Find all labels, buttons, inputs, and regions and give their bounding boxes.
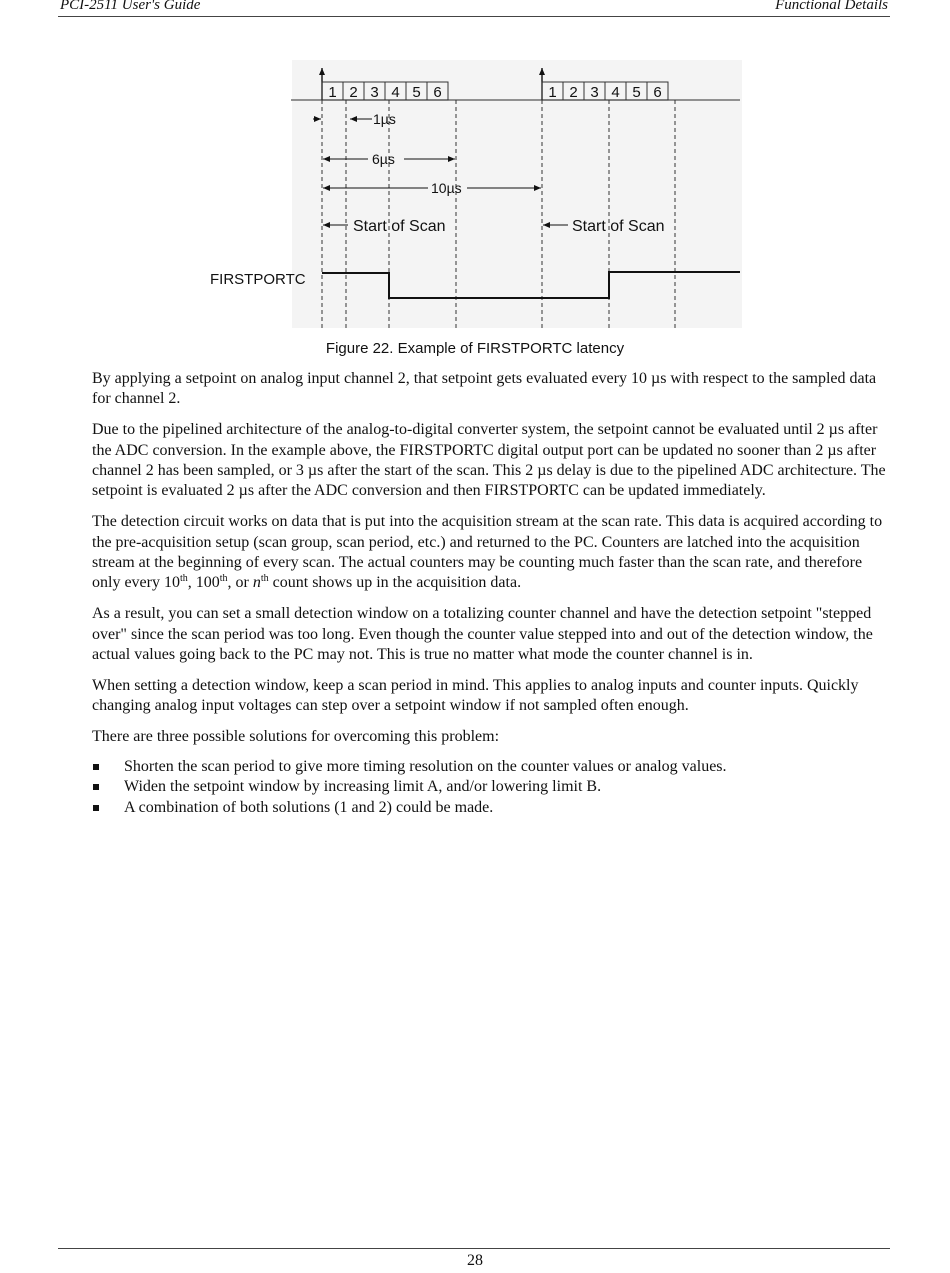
paragraph-text: , 100 bbox=[187, 574, 220, 592]
paragraph-pipelined-architecture: Due to the pipelined architecture of the analog-to-digital converter system, the setpoint cannot be evaluated until 2 µs after the ADC conversion. In the example above, the FIRSTPORTC digital output port can be updated no sooner than 2 µs after channel 2 has been sampled, or 3 µs after the start of the scan. This 2 µs delay is due to the pipelined ADC architecture. The setpoint is evaluated 2 µs after the ADC conversion and then FIRSTPORTC can be updated immediately. bbox=[92, 421, 886, 500]
slot-number: 2 bbox=[569, 84, 578, 101]
timing-diagram bbox=[205, 60, 750, 332]
label-start-of-scan-1: Start of Scan bbox=[353, 218, 446, 235]
slot-number: 5 bbox=[632, 84, 641, 101]
label-6us: 6µs bbox=[372, 151, 395, 167]
superscript: th bbox=[260, 573, 269, 585]
slot-number: 5 bbox=[412, 84, 421, 101]
slot-number: 1 bbox=[548, 84, 557, 101]
slot-number: 6 bbox=[433, 84, 442, 101]
italic-n: n bbox=[252, 574, 261, 592]
slot-number: 3 bbox=[370, 84, 379, 101]
slot-number: 2 bbox=[349, 84, 358, 101]
bullet-square-icon bbox=[93, 764, 99, 770]
figure-caption: Figure 22. Example of FIRSTPORTC latency bbox=[325, 340, 625, 357]
superscript: th bbox=[219, 573, 228, 585]
list-item-text: Widen the setpoint window by increasing limit A, and/or lowering limit B. bbox=[124, 778, 602, 796]
paragraph-text: The detection circuit works on data that is put into the acquisition stream at the scan rate. This data is acquired according to the pre-acquisition setup (scan group, scan period, etc.) and returned to the PC. Counters are latched into the acquisition stream at the beginning of every scan. The actual counters may be counting much faster than the scan rate, and therefore only every 10 bbox=[92, 513, 883, 592]
solutions-list bbox=[92, 757, 892, 818]
header-rule bbox=[58, 16, 890, 17]
paragraph-text: count shows up in the acquisition data. bbox=[268, 574, 522, 592]
list-item bbox=[92, 777, 892, 797]
slot-number: 3 bbox=[590, 84, 599, 101]
slot-number: 4 bbox=[391, 84, 400, 101]
page-number: 28 bbox=[467, 1252, 483, 1269]
footer-rule bbox=[58, 1248, 890, 1249]
bullet-square-icon bbox=[93, 805, 99, 811]
body-text bbox=[92, 369, 892, 818]
list-item bbox=[92, 798, 892, 818]
paragraph-detection-circuit bbox=[92, 512, 892, 594]
list-item-text: A combination of both solutions (1 and 2) could be made. bbox=[124, 798, 494, 816]
label-start-of-scan-2: Start of Scan bbox=[572, 218, 665, 235]
page-header bbox=[58, 0, 890, 15]
paragraph-setpoint-evaluation: By applying a setpoint on analog input channel 2, that setpoint gets evaluated every 10 µs with respect to the sampled data for channel 2. bbox=[92, 370, 877, 408]
slot-number: 4 bbox=[611, 84, 620, 101]
header-section-title: Functional Details bbox=[775, 0, 888, 13]
list-item bbox=[92, 757, 892, 777]
header-document-title: PCI-2511 User's Guide bbox=[60, 0, 201, 13]
label-10us: 10µs bbox=[431, 180, 462, 196]
label-1us: 1µs bbox=[373, 111, 396, 127]
paragraph-solutions-intro: There are three possible solutions for overcoming this problem: bbox=[92, 728, 500, 746]
paragraph-scan-period: When setting a detection window, keep a scan period in mind. This applies to analog inputs and counter inputs. Quickly changing analog input voltages can step over a setpoint window if not sampled often enough. bbox=[92, 676, 859, 715]
label-firstportc: FIRSTPORTC bbox=[210, 271, 306, 288]
superscript: th bbox=[179, 573, 188, 585]
list-item-text: Shorten the scan period to give more timing resolution on the counter values or analog values. bbox=[124, 757, 727, 775]
timing-diagram-svg bbox=[205, 60, 750, 332]
slot-number: 6 bbox=[653, 84, 662, 101]
slot-number: 1 bbox=[328, 84, 337, 101]
paragraph-stepped-over: As a result, you can set a small detection window on a totalizing counter channel and have the detection setpoint "stepped over" since the scan period was too long. Even though the counter value stepped into and out of the detection window, the actual values going back to the PC may not. This is true no matter what mode the counter channel is in. bbox=[92, 605, 873, 664]
bullet-square-icon bbox=[93, 784, 99, 790]
paragraph-text: , or bbox=[227, 574, 253, 592]
